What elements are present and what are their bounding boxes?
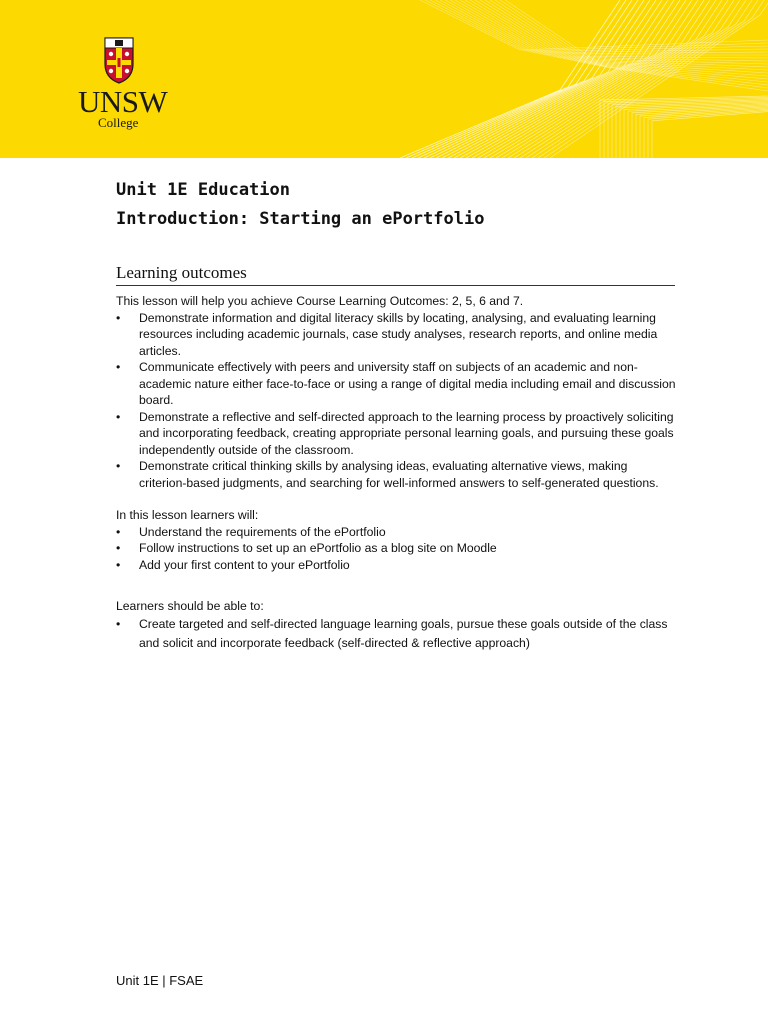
list-item: • Demonstrate information and digital literacy skills by locating, analysing, and evaluating learning resources including academic journals, case study analyses, research reports, and online media articles. <box>116 310 678 360</box>
heading-divider <box>116 285 675 286</box>
able-to-intro: Learners should be able to: <box>116 599 264 613</box>
list-item: • Demonstrate a reflective and self-directed approach to the learning process by proactively soliciting and incorporating feedback, creating appropriate personal learning goals, and pursuing these goals independently outside of the classroom. <box>116 409 678 459</box>
list-item: • Understand the requirements of the ePortfolio <box>116 524 678 541</box>
unit-title: Unit 1E Education <box>116 180 290 200</box>
outcomes-list <box>116 310 678 492</box>
learners-will-list <box>116 524 678 574</box>
spacer <box>116 491 678 507</box>
list-item: • Add your first content to your ePortfolio <box>116 557 678 574</box>
learners-will-intro: In this lesson learners will: <box>116 508 259 522</box>
lesson-body <box>116 293 678 653</box>
brand-name: UNSW <box>78 84 168 119</box>
lesson-title: Introduction: Starting an ePortfolio <box>116 209 485 229</box>
header-banner <box>0 0 768 158</box>
list-item: • Follow instructions to set up an ePortfolio as a blog site on Moodle <box>116 540 678 557</box>
page-footer: Unit 1E | FSAE <box>116 973 204 988</box>
list-item: • Demonstrate critical thinking skills by analysing ideas, evaluating alternative views, making criterion-based judgments, and searching for well-informed answers to self-generated questions. <box>116 458 678 491</box>
list-item: • Create targeted and self-directed language learning goals, pursue these goals outside of the class and solicit and incorporate feedback (self-directed & reflective approach) <box>116 615 678 653</box>
outcomes-intro: This lesson will help you achieve Course Learning Outcomes: 2, 5, 6 and 7. <box>116 294 524 308</box>
spacer <box>116 573 678 598</box>
learning-outcomes-heading: Learning outcomes <box>116 263 247 282</box>
able-to-list <box>116 615 678 653</box>
brand-subtitle: College <box>98 115 139 130</box>
unsw-college-logo <box>78 36 168 136</box>
crest-icon <box>103 36 135 84</box>
list-item: • Communicate effectively with peers and university staff on subjects of an academic and non-academic nature either face-to-face or using a range of digital media including email and discussion board. <box>116 359 678 409</box>
